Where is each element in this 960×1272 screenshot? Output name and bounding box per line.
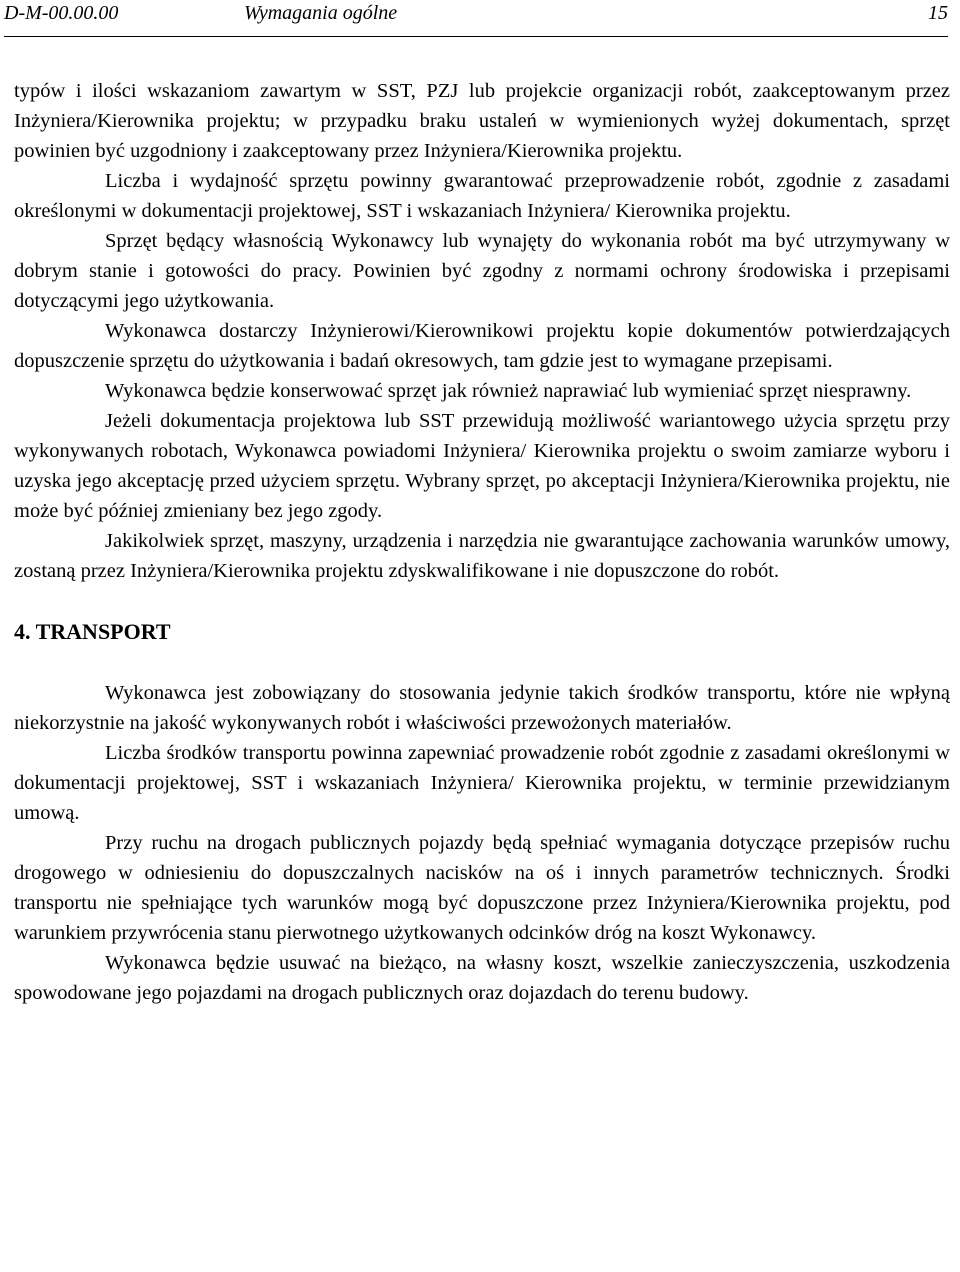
paragraph: typów i ilości wskazaniom zawartym w SST, PZJ lub projekcie organizacji robót, zaakceptowanym przez Inżyniera/Kierownika projektu; w przypadku braku ustaleń w wymienionych wyżej dokumentach, sprzęt powinien być uzgodniony i zaakceptowany przez Inżyniera/Kierownika projektu.: [14, 80, 950, 162]
paragraph: Wykonawca będzie usuwać na bieżąco, na własny koszt, wszelkie zanieczyszczenia, uszkodzenia spowodowane jego pojazdami na drogach publicznych oraz dojazdach do terenu budowy.: [14, 952, 950, 1004]
paragraph: Wykonawca dostarczy Inżynierowi/Kierownikowi projektu kopie dokumentów potwierdzających dopuszczenie sprzętu do użytkowania i badań okresowych, tam gdzie jest to wymagane przepisami.: [14, 320, 950, 372]
section-heading-transport: 4. TRANSPORT: [14, 619, 171, 644]
paragraph: Jeżeli dokumentacja projektowa lub SST przewidują możliwość wariantowego użycia sprzętu przy wykonywanych robotach, Wykonawca powiadomi Inżyniera/ Kierownika projektu o swoim zamiarze wyboru i uzyska jego akceptację przed użyciem sprzętu. Wybrany sprzęt, po akceptacji Inżyniera/Kierownika projektu, nie może być później zmieniany bez jego zgody.: [14, 410, 950, 522]
paragraph: Liczba i wydajność sprzętu powinny gwarantować przeprowadzenie robót, zgodnie z zasadami określonymi w dokumentacji projektowej, SST i wskazaniach Inżyniera/ Kierownika projektu.: [14, 170, 950, 222]
paragraph: Liczba środków transportu powinna zapewniać prowadzenie robót zgodnie z zasadami określonymi w dokumentacji projektowej, SST i wskazaniach Inżyniera/ Kierownika projektu, w terminie przewidzianym umową.: [14, 742, 950, 824]
paragraph: Sprzęt będący własnością Wykonawcy lub wynajęty do wykonania robót ma być utrzymywany w dobrym stanie i gotowości do pracy. Powinien być zgodny z normami ochrony środowiska i przepisami dotyczącymi jego użytkowania.: [14, 230, 950, 312]
paragraph: Jakikolwiek sprzęt, maszyny, urządzenia i narzędzia nie gwarantujące zachowania warunków umowy, zostaną przez Inżyniera/Kierownika projektu zdyskwalifikowane i nie dopuszczone do robót.: [14, 530, 950, 582]
document-body: [14, 76, 950, 1008]
paragraph: Przy ruchu na drogach publicznych pojazdy będą spełniać wymagania dotyczące przepisów ruchu drogowego w odniesieniu do dopuszczalnych nacisków na oś i innych parametrów technicznych. Środki transportu nie spełniające tych warunków mogą być dopuszczone przez Inżyniera/Kierownika projektu, pod warunkiem przywrócenia stanu pierwotnego użytkowanych odcinków dróg na koszt Wykonawcy.: [14, 832, 950, 944]
page-header: [4, 0, 948, 37]
document-code: D-M-00.00.00: [4, 2, 119, 24]
paragraph: Wykonawca będzie konserwować sprzęt jak również naprawiać lub wymieniać sprzęt niesprawny.: [105, 380, 912, 402]
document-title: Wymagania ogólne: [244, 2, 398, 24]
page-number: 15: [928, 2, 948, 24]
paragraph: Wykonawca jest zobowiązany do stosowania jedynie takich środków transportu, które nie wpłyną niekorzystnie na jakość wykonywanych robót i właściwości przewożonych materiałów.: [14, 682, 950, 734]
